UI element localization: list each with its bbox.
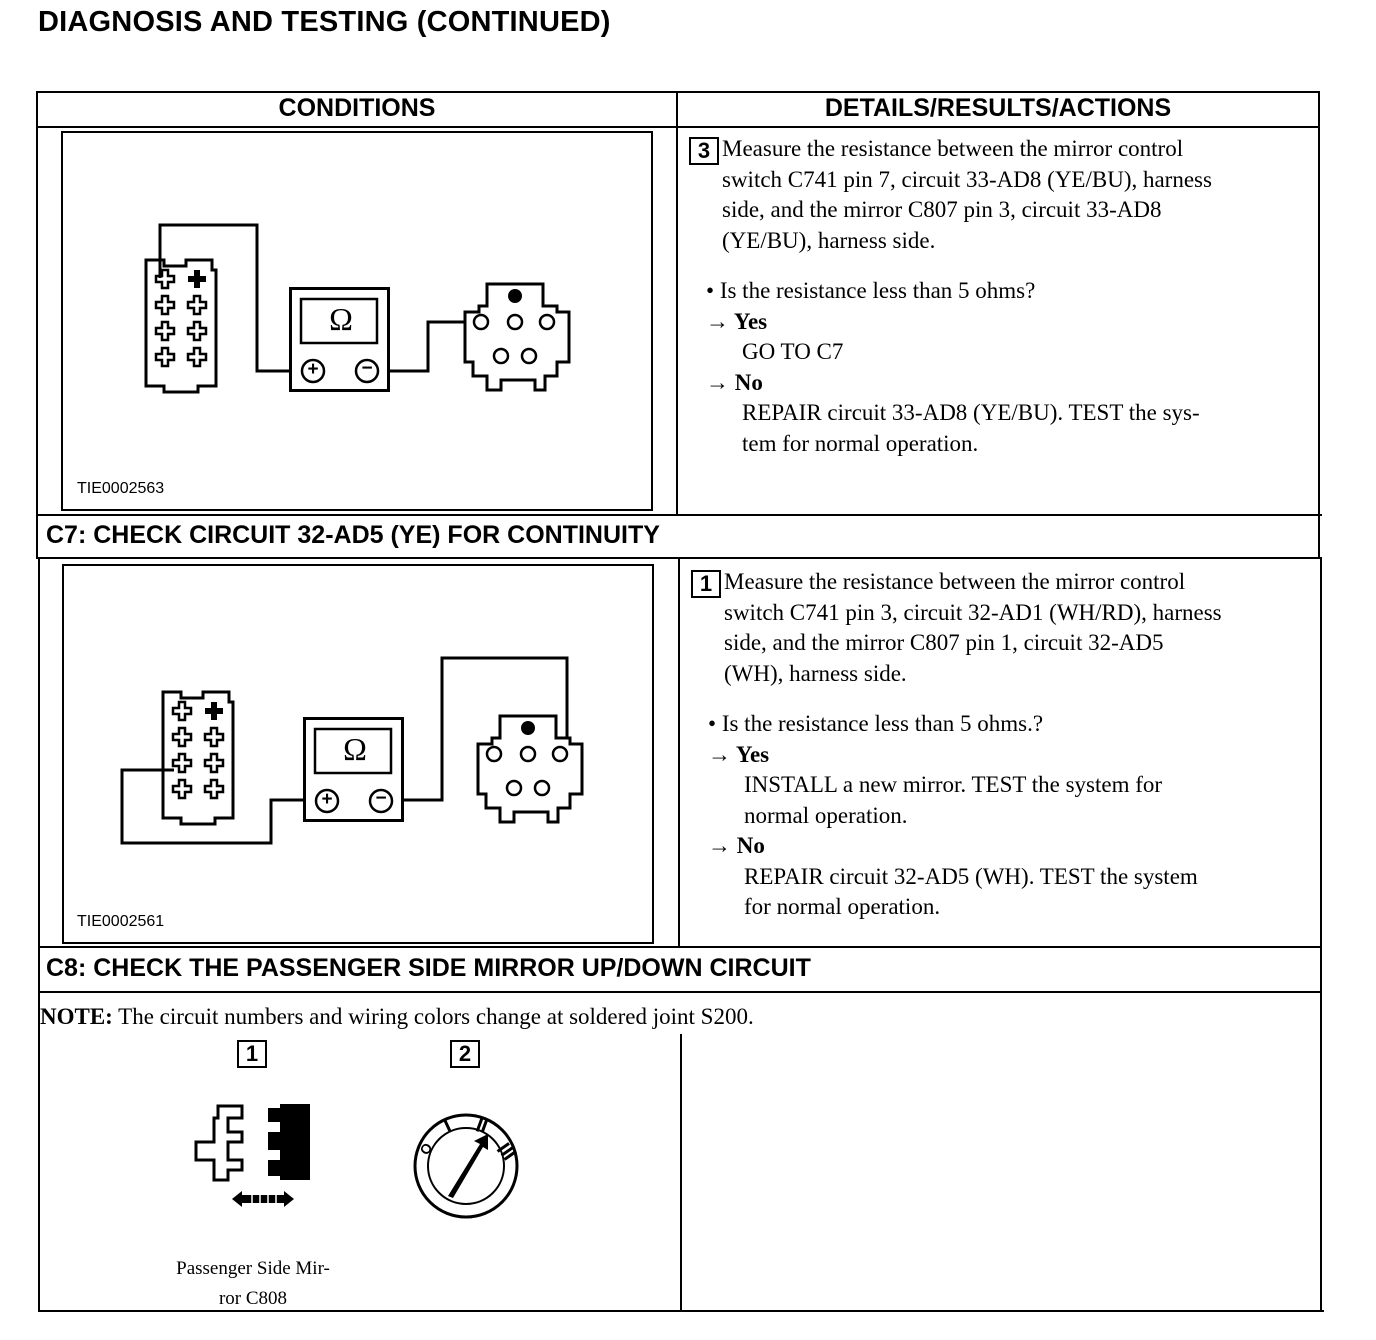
ohm-symbol: Ω <box>329 301 353 337</box>
c8-header-bottom-border <box>38 991 1322 993</box>
instruction-line: side, and the mirror C807 pin 3, circuit 33-AD8 <box>722 197 1162 222</box>
yes-action: INSTALL a new mirror. TEST the system for <box>744 772 1163 797</box>
minus-terminal-label: − <box>361 358 373 379</box>
bullet: • <box>706 278 715 303</box>
no-label: No <box>734 369 763 395</box>
yes-action: normal operation. <box>744 802 908 828</box>
page-title: DIAGNOSIS AND TESTING (CONTINUED) <box>38 6 611 38</box>
note-line <box>40 1002 754 1033</box>
no-action: for normal operation. <box>744 894 941 919</box>
svg-text:O: O <box>416 1140 436 1158</box>
no-label: No <box>736 833 765 858</box>
step-number-badge: 1 <box>691 570 721 598</box>
yes-label: Yes <box>733 308 768 334</box>
callout-1: 1 <box>237 1040 267 1068</box>
yes-label: Yes <box>735 741 770 767</box>
question-text: Is the resistance less than 5 ohms.? <box>721 711 1044 736</box>
instruction-line: switch C741 pin 3, circuit 32-AD1 (WH/RD), harness <box>724 599 1222 625</box>
right-border-lower <box>1320 557 1322 1312</box>
mirror-connector-icon <box>461 280 577 394</box>
yes-action: GO TO C7 <box>742 339 844 364</box>
column-header-conditions: CONDITIONS <box>278 94 436 122</box>
no-action: tem for normal operation. <box>742 430 979 456</box>
minus-terminal-label: − <box>375 788 387 809</box>
bullet: • <box>708 711 717 736</box>
arrow-icon: → <box>708 741 731 767</box>
c7-top-border <box>36 514 1322 516</box>
test-lead-wires <box>0 0 1 1</box>
question-line <box>706 276 1200 307</box>
connector-icon <box>192 1102 318 1214</box>
ohm-symbol: Ω <box>343 731 367 767</box>
figure-id: TIE0002561 <box>77 913 165 930</box>
callout-2: 2 <box>450 1040 480 1068</box>
yes-line <box>708 740 1198 771</box>
section-title-c8: C8: CHECK THE PASSENGER SIDE MIRROR UP/DOWN CIRCUIT <box>46 954 811 982</box>
left-border-upper <box>36 91 38 558</box>
step-number-badge: 3 <box>689 137 719 165</box>
step-instruction <box>724 567 1222 689</box>
header-bottom-border <box>36 126 1320 128</box>
column-divider-c8 <box>680 1034 682 1310</box>
c8-top-border <box>38 946 1322 948</box>
arrow-icon: → <box>708 833 731 858</box>
column-divider-c7 <box>678 557 680 946</box>
table-top-border <box>36 91 1320 93</box>
decision-block <box>706 276 1200 459</box>
note <box>40 1002 754 1033</box>
arrow-icon: → <box>706 369 729 395</box>
note-label: NOTE: <box>40 1004 113 1029</box>
mirror-connector-icon <box>474 712 590 826</box>
instruction-line: Measure the resistance between the mirror control <box>722 136 1184 161</box>
column-divider-c6 <box>676 91 678 514</box>
step-instruction <box>722 134 1212 256</box>
connector-icon <box>155 688 245 828</box>
plus-terminal-label: + <box>307 359 319 380</box>
decision-block <box>708 709 1198 923</box>
caption-line: Passenger Side Mir- <box>176 1258 330 1279</box>
no-line <box>706 368 1200 399</box>
no-line <box>708 831 1198 862</box>
arrow-icon: → <box>706 308 729 334</box>
left-border-lower <box>38 557 40 1312</box>
ignition-switch-icon <box>410 1110 522 1222</box>
yes-line <box>706 307 1200 338</box>
caption-line: ror C808 <box>218 1288 288 1309</box>
no-action: REPAIR circuit 32-AD5 (WH). TEST the system <box>744 863 1198 889</box>
instruction-line: side, and the mirror C807 pin 1, circuit 32-AD5 <box>724 630 1164 655</box>
figure-caption <box>148 1254 358 1314</box>
question-text: Is the resistance less than 5 ohms? <box>719 278 1036 303</box>
note-text: The circuit numbers and wiring colors change at soldered joint S200. <box>112 1004 754 1029</box>
plus-terminal-label: + <box>321 789 333 810</box>
section-title-c7: C7: CHECK CIRCUIT 32-AD5 (YE) FOR CONTINUITY <box>46 521 660 549</box>
instruction-line: (YE/BU), harness side. <box>722 227 936 253</box>
instruction-line: switch C741 pin 7, circuit 33-AD8 (YE/BU), harness <box>722 166 1212 192</box>
figure-id: TIE0002563 <box>77 480 165 497</box>
instruction-line: (WH), harness side. <box>724 660 907 686</box>
connector-icon <box>138 256 228 396</box>
right-border-upper <box>1318 91 1320 558</box>
question-line <box>708 709 1198 740</box>
column-header-details: DETAILS/RESULTS/ACTIONS <box>824 94 1172 122</box>
no-action: REPAIR circuit 33-AD8 (YE/BU). TEST the sys- <box>742 400 1200 425</box>
instruction-line: Measure the resistance between the mirror control <box>724 569 1186 594</box>
